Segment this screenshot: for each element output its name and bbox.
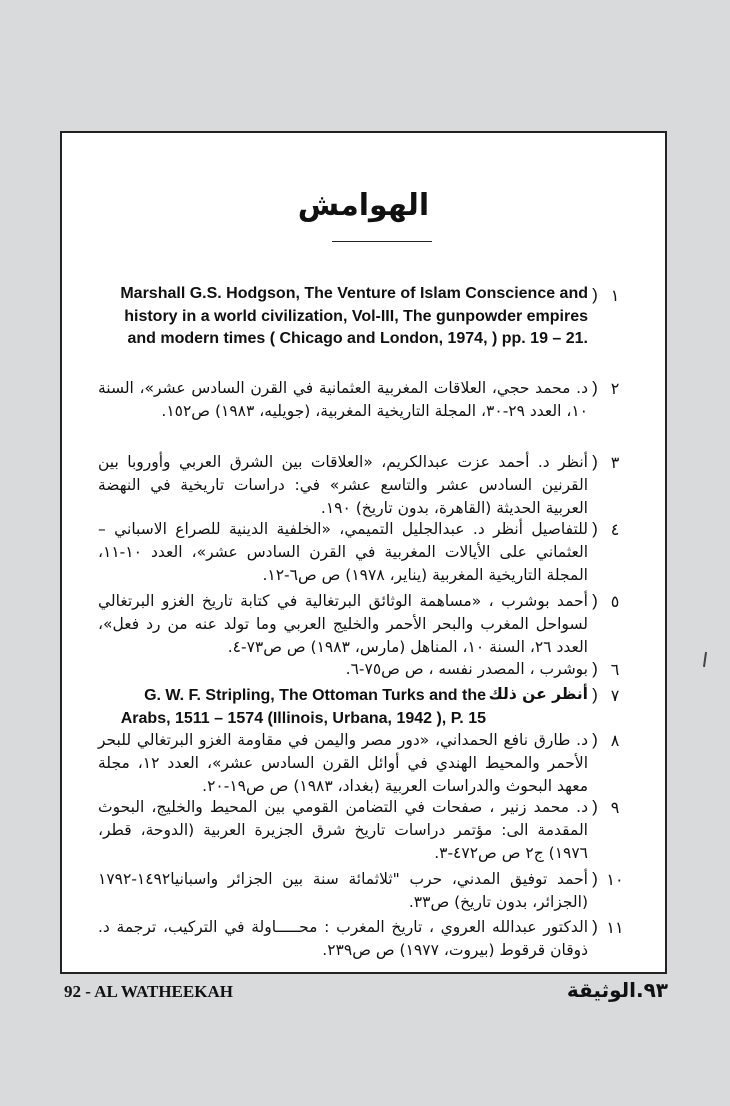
note-number: ٢ — [610, 379, 620, 398]
note-number: ٦ — [610, 660, 620, 679]
note-text: Marshall G.S. Hodgson, The Venture of Islam Conscience and history in a world civilization, Vol-III, The gunpowder empires and modern times ( Chicago and London, 1974, ) pp. 19 – 21. — [120, 285, 588, 347]
title-underline — [332, 241, 432, 242]
footer-journal-page-left: 92 - AL WATHEEKAH — [64, 982, 233, 1001]
note-text: د. محمد حجي، العلاقات المغربية العثمانية في القرن السادس عشر»، السنة ١٠، العدد ٢٩-٣٠، المجلة التاريخية المغربية، (جويليه، ١٩٨٣) ص١٥٢. — [98, 379, 588, 421]
note-text: د. محمد زنير ، صفحات في التضامن القومي بين المحيط والخليج، البحوث المقدمة الى: مؤتمر دراسات تاريخ شرق الجزيرة العربية (الدوحة، قطر، ١٩٧٦) ج٢ ص ص٤٧٢-٣. — [98, 798, 588, 863]
note-paren: ) — [592, 869, 598, 888]
note-number: ١٠ — [606, 870, 624, 889]
page-frame — [60, 131, 667, 974]
note-number: ٤ — [610, 520, 620, 539]
note-number: ١ — [610, 286, 620, 305]
note-text: د. طارق نافع الحمداني، «دور مصر واليمن في مقاومة الغزو البرتغالي للبحر الأحمر والمحيط الهندي في أوائل القرن السادس عشر»، العدد ١٢، مجلة معهد البحوث والدراسات العربية (بغداد، ١٩٨٣) ص ص١٩-٢٠. — [98, 731, 589, 796]
note-paren: ) — [592, 452, 598, 471]
note-text: أحمد بوشرب ، «مساهمة الوثائق البرتغالية في كتابة تاريخ الغزو البرتغالي لسواحل المغرب والبحر الأحمر والخليج العربي وما تولد عنه من رد فعل»، العدد ٢٦، السنة ١٠، المناهل (مارس، ١٩٨٣) ص ص٧٣-٤. — [98, 592, 588, 657]
margin-pencil-mark — [703, 652, 707, 667]
note-number: ٩ — [610, 798, 620, 817]
page-title: الهوامش — [297, 188, 430, 223]
note-text: أحمد توفيق المدني، حرب "ثلاثمائة سنة بين الجزائر واسبانيا١٤٩٢-١٧٩٢ (الجزائر، بدون تاريخ) ص٣٣. — [98, 870, 588, 912]
note-paren: ) — [592, 917, 598, 936]
note-paren: ) — [592, 685, 598, 704]
note-lead-arabic: أنظر عن ذلك — [488, 685, 588, 703]
note-text: G. W. F. Stripling, The Ottoman Turks and the Arabs, 1511 – 1574 (Illinois, Urbana, 1942 ), P. 15 — [120, 687, 486, 727]
note-text: الدكتور عبدالله العروي ، تاريخ المغرب : محـــــاولة في التركيب، ترجمة د. ذوقان قرقوط (بيروت، ١٩٧٧) ص ص٢٣٩. — [98, 918, 588, 960]
note-paren: ) — [592, 797, 598, 816]
note-number: ٥ — [610, 592, 620, 611]
note-paren: ) — [592, 285, 598, 304]
note-number: ٣ — [610, 453, 620, 472]
note-paren: ) — [592, 591, 598, 610]
note-text: بوشرب ، المصدر نفسه ، ص ص٧٥-٦. — [345, 660, 588, 678]
note-paren: ) — [592, 730, 598, 749]
note-number: ١١ — [606, 918, 624, 937]
footer-journal-page-right: ٩٣.الوثيقة — [566, 978, 668, 1002]
note-number: ٧ — [610, 686, 620, 705]
note-number: ٨ — [610, 731, 620, 750]
note-paren: ) — [592, 378, 598, 397]
note-text: للتفاصيل أنظر د. عبدالجليل التميمي، «الخلفية الدينية للصراع الاسباني – العثماني على الأيالات المغربية في القرن السادس عشر»، العدد ١٠-١١، المجلة التاريخية المغربية (يناير، ١٩٧٨) ص ص٦-١٢. — [98, 520, 588, 585]
note-paren: ) — [592, 519, 598, 538]
note-text: أنظر د. أحمد عزت عبدالكريم، «العلاقات بين الشرق العربي وأوروبا بين القرنين السادس عشر والتاسع عشر» في: دراسات تاريخية في النهضة العربية الحديثة (القاهرة، بدون تاريخ) ١٩٠. — [98, 453, 588, 518]
note-paren: ) — [592, 659, 598, 678]
